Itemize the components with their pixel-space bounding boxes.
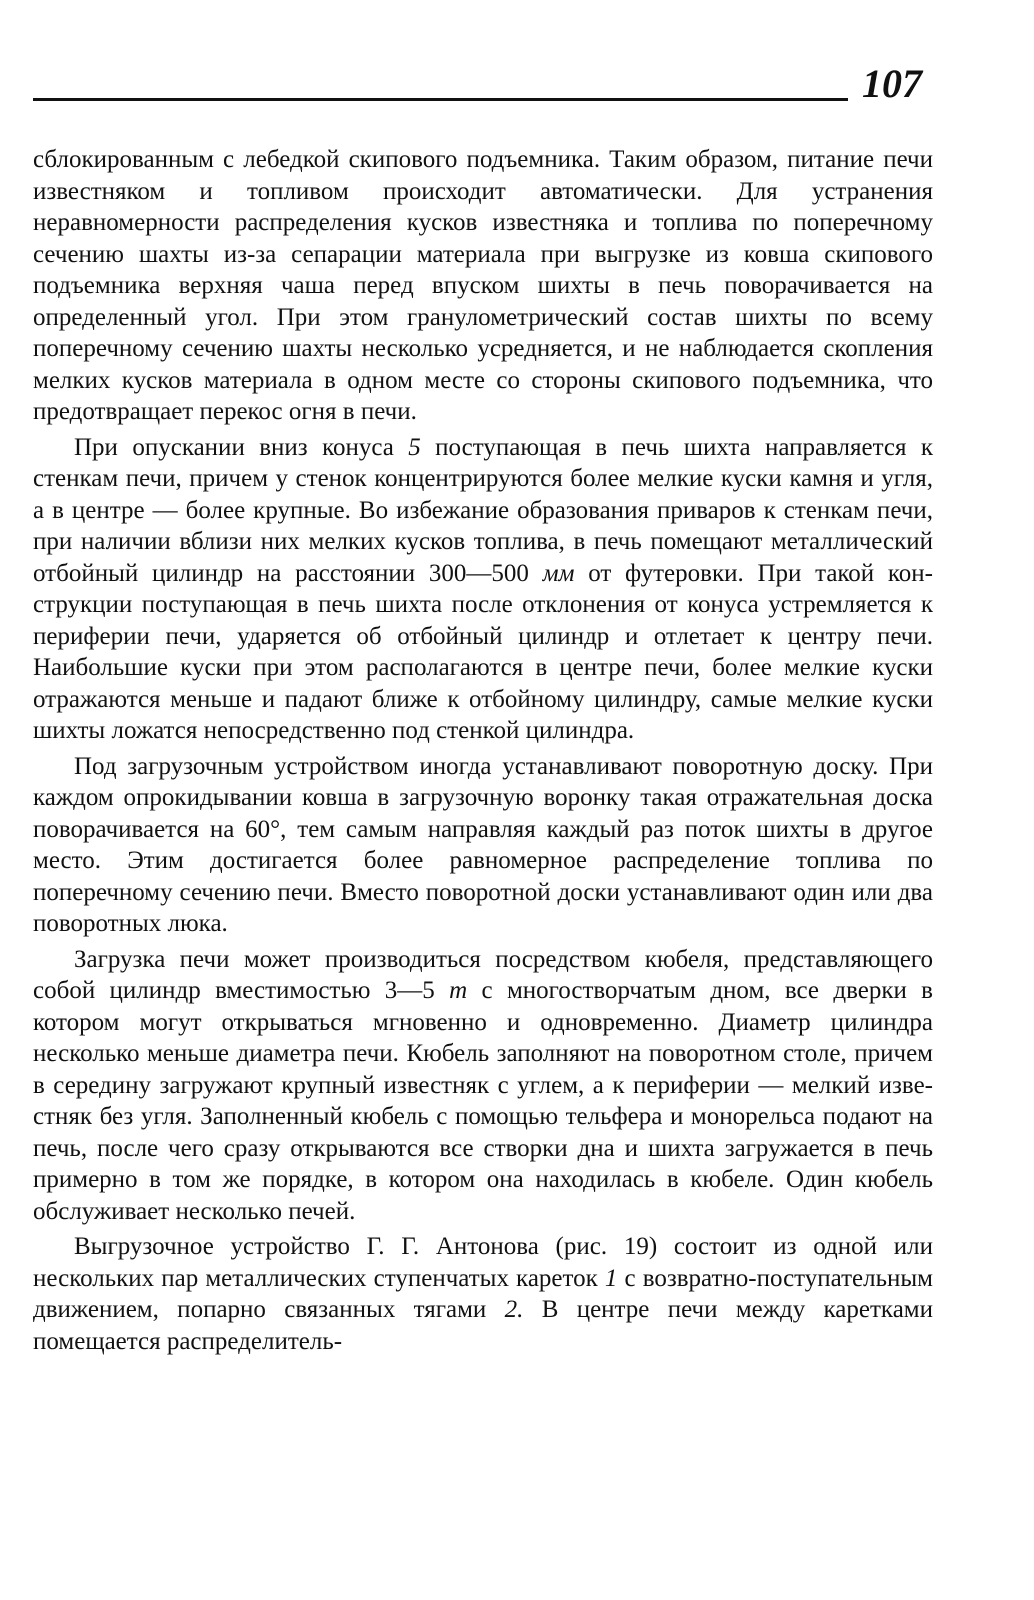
- carriage-number-1: 1: [604, 1264, 618, 1292]
- unit-mm: мм: [542, 559, 575, 587]
- paragraph-1-text: сблокированным с лебедкой скипового подъемника. Таким образом, питание печи известняком и топливом происходит автоматически. Для устранения неравномерности распределения кусков известняка и топлива по поперечному сечению шахты из-за сепарации материала при выгрузке из ковша скипового подъемника верхняя чаша перед впуском шихты в печь поворачивается на определенный угол. При этом гранулометрический состав шихты по всему поперечному сечению шахты несколько усредняется, и не наблюдается скопления мелких кусков материала в одном месте со стороны скипового подъемника, что предотвращает перекос огня в печи.: [33, 146, 933, 425]
- body-text: [33, 144, 933, 1357]
- rod-number-2: 2.: [504, 1296, 524, 1323]
- paragraph-5-text-a: Выгрузочное устройство Г. Г. Антонова (рис. 19) состоит из одной или нескольких пар металлических ступенчатых кареток: [33, 1233, 933, 1292]
- unit-tonne: т: [449, 977, 468, 1004]
- paragraph-4-text-b: с многостворчатым дном, все дверки в котором могут открываться мгновенно и одновременно. Диаметр цилиндра несколько меньше диаметра печи. Кюбель заполняют на поворотном столе, причем в середину загружают крупный известняк с углем, а к периферии — мелкий известняк без угля. Заполненный кюбель с помощью тельфера и монорельса подают на печь, после чего сразу открываются все створки дна и шихта загружается в печь примерно в том же порядке, в котором она находилась в кюбеле. Один кюбель обслуживает несколько печей.: [33, 977, 933, 1225]
- paragraph-2-text-a: При опускании вниз конуса: [74, 433, 409, 461]
- paragraph-3-text: Под загрузочным устройством иногда устанавливают поворотную доску. При каждом опрокидывании ковша в загрузочную воронку такая отражательная доска поворачивается на 60°, тем самым направляя каждый раз поток шихты в другое место. Этим достигается более равномерное распределение топлива по поперечному сечению печи. Вместо поворотной доски устанавливают один или два поворотных люка.: [33, 752, 933, 937]
- paragraph-3: [33, 751, 933, 940]
- paragraph-2-text-c: от футеровки. При такой конструкции поступающая в печь шихта после отклонения от конуса устремляется к периферии печи, ударяется об отбойный цилиндр и отлетает к центру печи. Наибольшие куски при этом располагаются в центре печи, более мелкие куски отражаются меньше и падают ближе к отбойному цилиндру, самые мелкие куски шихты ложатся непосредственно под стенкой цилиндра.: [33, 559, 933, 744]
- paragraph-5-text-b: с возвратно-поступательным движением, попарно связанных тягами: [33, 1264, 933, 1323]
- paragraph-4-text-a: Загрузка печи может производиться посредством кюбеля, представляющего собой цилиндр вместимостью 3—5: [33, 945, 933, 1004]
- page-number: 107: [862, 61, 922, 106]
- cone-number-5: 5: [408, 433, 421, 461]
- paragraph-5: [33, 1231, 933, 1357]
- paragraph-2-text-b: поступающая в печь шихта направляется к стенкам печи, причем у стенок концентрируются более мелкие куски камня и угля, а в центре — более крупные. Во избежание образования приваров к стенкам печи, при наличии вблизи них мелких кусков топлива, в печь помещают металлический отбойный цилиндр на расстоянии 300—500: [33, 433, 933, 587]
- header-rule: [33, 98, 848, 101]
- paragraph-1: [33, 144, 933, 428]
- paragraph-4: [33, 944, 933, 1228]
- paragraph-2: [33, 432, 933, 747]
- paragraph-5-text-c: В центре печи между каретками помещается распределитель-: [33, 1296, 933, 1355]
